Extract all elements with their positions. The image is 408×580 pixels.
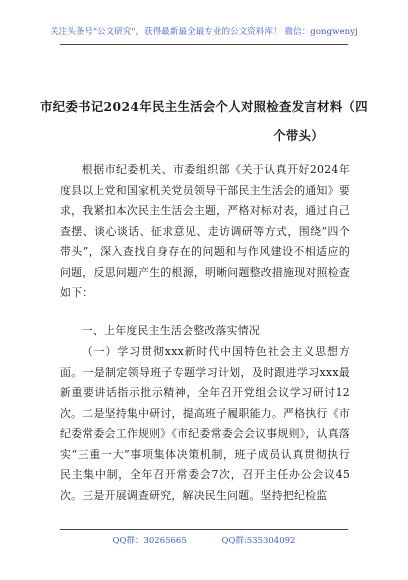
footer-qq-group-2: QQ群:535304092 (221, 536, 296, 546)
paragraph-intro: 根据市纪委机关、市委组织部《关于认真开好2024年度县以上党和国家机关党员领导干部民主生活会的通知》要求，我紧扣本次民主生活会主题，严格对标对表，通过自己查摆、谈心谈话、征求意见、走访调研等方式，围绕“四个带头”，深入查找自身存在的问题和与作风建设不相适应的问题，反思问题产生的根源，明晰问题整改措施现对照检查如下： (60, 163, 350, 299)
footer (0, 534, 408, 546)
title-line-1: 市纪委书记2024年民主生活会个人对照检查发言材料（四 (40, 99, 368, 114)
section-heading: 一、上年度民主生活会整改落实情况 (81, 324, 261, 337)
header-divider (60, 44, 348, 45)
footer-qq-group-1: QQ群：30265665 (112, 536, 187, 546)
title-line-2: 个带头） (273, 128, 324, 143)
footer-divider (60, 529, 348, 530)
header-note: 关注头条号"公文研究"，获得最新最全最专业的公文资料库！ 微信：gongwenyj (50, 27, 358, 37)
paragraph-study: （一）学习贯彻xxx新时代中国特色社会主义思想方面。一是制定领导班子专题学习计划，及时跟进学习xxx最新重要讲话指示批示精神，全年召开党组会议学习研讨12次。二是坚持集中研讨，提高班子履职能力。严格执行《市纪委常委会工作规则》《市纪委常委会会议事规则》，认真落实“三重一大”事项集体决策机制，班子成员认真贯彻执行民主集中制，全年召开常委会7次，召开主任办公会议45次。三是开展调查研究，解决民生问题。坚持把纪检监 (60, 345, 350, 502)
